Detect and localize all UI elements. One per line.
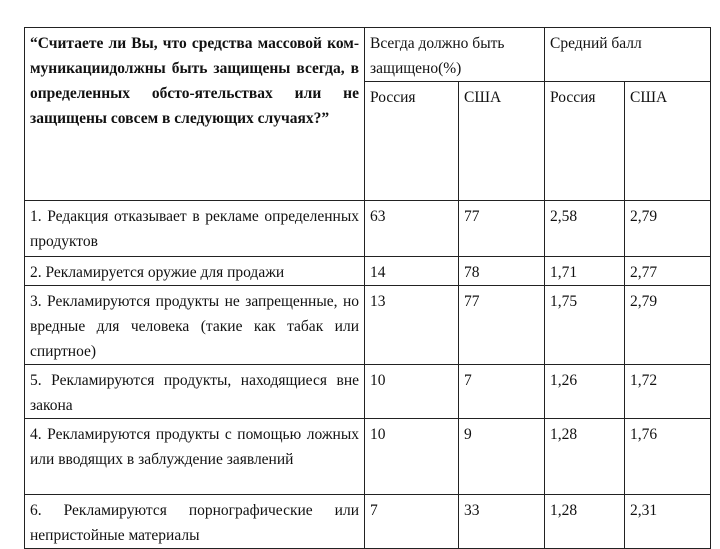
usa-average-cell: 2,79: [625, 286, 711, 365]
usa-average-cell: 2,31: [625, 495, 711, 549]
question-text: “Считаете ли Вы, что средства массовой ком-муникациидолжны быть защищены всегда, в определенных обсто-ятельствах или не защищены совсем в следующих случаях?”: [30, 35, 359, 127]
question-header: [25, 28, 365, 201]
usa-percent-cell: 9: [459, 419, 545, 495]
protected-percent-header: Всегда должно быть защищено(%): [365, 28, 545, 82]
row-label: 2. Рекламируется оружие для продажи: [25, 257, 365, 286]
usa-percent-cell: 77: [459, 201, 545, 257]
russia-average-cell: 1,75: [545, 286, 625, 365]
table-row: [25, 257, 711, 286]
row-label: 3. Рекламируются продукты не запрещенные, но вредные для человека (такие как табак или спиртное): [25, 286, 365, 365]
subheader-russia-percent: Россия: [365, 82, 459, 201]
russia-percent-cell: 13: [365, 286, 459, 365]
table-row: [25, 286, 711, 365]
subheader-russia-average: Россия: [545, 82, 625, 201]
row-label: 4. Рекламируются продукты с помощью ложных или вводящих в заблуждение заявлений: [25, 419, 365, 495]
usa-percent-cell: 78: [459, 257, 545, 286]
russia-percent-cell: 14: [365, 257, 459, 286]
subheader-usa-percent: США: [459, 82, 545, 201]
russia-average-cell: 1,71: [545, 257, 625, 286]
row-label: 6. Рекламируются порнографические или непристойные материалы: [25, 495, 365, 549]
row-label: 1. Редакция отказывает в рекламе определенных продуктов: [25, 201, 365, 257]
russia-percent-cell: 63: [365, 201, 459, 257]
usa-average-cell: 2,79: [625, 201, 711, 257]
average-score-header: Средний балл: [545, 28, 711, 82]
russia-average-cell: 1,26: [545, 365, 625, 419]
survey-table: [24, 27, 711, 549]
russia-average-cell: 2,58: [545, 201, 625, 257]
usa-average-cell: 1,76: [625, 419, 711, 495]
table-row: [25, 495, 711, 549]
subheader-usa-average: США: [625, 82, 711, 201]
row-label: 5. Рекламируются продукты, находящиеся вне закона: [25, 365, 365, 419]
usa-percent-cell: 7: [459, 365, 545, 419]
usa-average-cell: 1,72: [625, 365, 711, 419]
usa-percent-cell: 77: [459, 286, 545, 365]
usa-percent-cell: 33: [459, 495, 545, 549]
table-row: [25, 201, 711, 257]
usa-average-cell: 2,77: [625, 257, 711, 286]
header-row: [25, 28, 711, 82]
russia-percent-cell: 10: [365, 419, 459, 495]
table-row: [25, 365, 711, 419]
russia-percent-cell: 7: [365, 495, 459, 549]
table-row: [25, 419, 711, 495]
russia-average-cell: 1,28: [545, 495, 625, 549]
russia-percent-cell: 10: [365, 365, 459, 419]
russia-average-cell: 1,28: [545, 419, 625, 495]
